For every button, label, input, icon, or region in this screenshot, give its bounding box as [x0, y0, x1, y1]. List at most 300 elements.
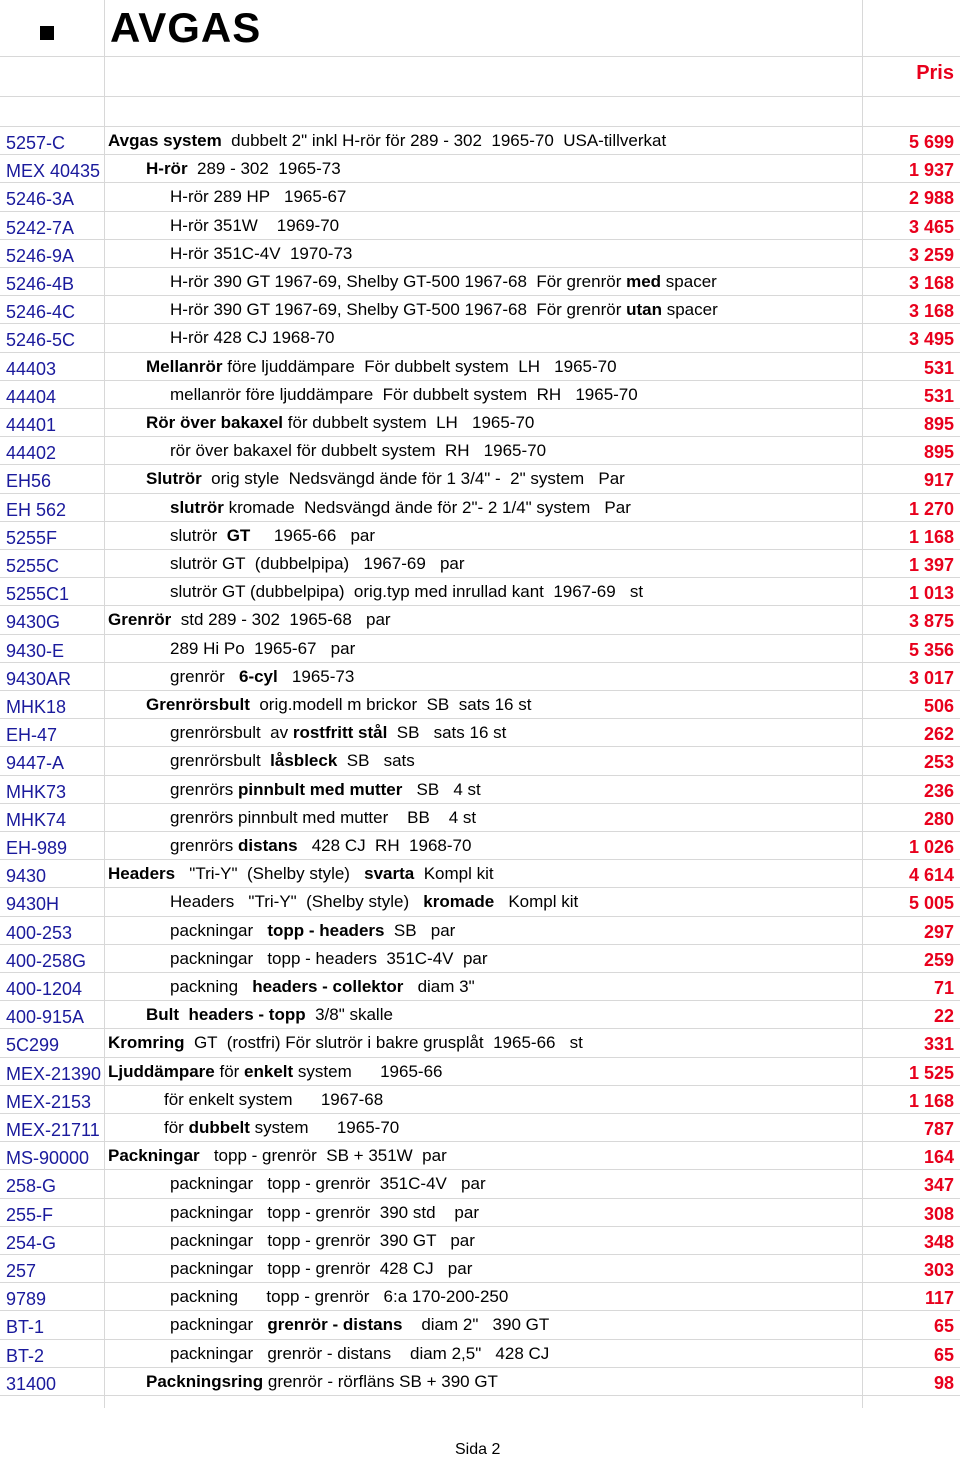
description-emphasis: Grenrör: [108, 610, 172, 630]
description-emphasis: kromade: [423, 892, 495, 912]
description-text: slutrör: [170, 525, 227, 545]
table-row: [0, 1143, 960, 1171]
description-text: 428 CJ RH 1968-70: [297, 836, 472, 855]
row-divider: [0, 831, 960, 832]
item-price: 917: [923, 470, 954, 491]
article-number: 5257-C: [6, 133, 66, 153]
description-text: SB sats: [337, 751, 415, 771]
description-text: H-rör 428 CJ 1968-70: [170, 328, 335, 348]
description-emphasis: H-rör: [146, 159, 188, 179]
item-description: [170, 949, 488, 969]
table-row: [0, 354, 960, 382]
description-text: packningar topp - headers 351C-4V par: [170, 948, 488, 968]
table-row: [0, 889, 960, 917]
item-price: 1 168: [908, 526, 954, 547]
item-description: [146, 413, 534, 433]
description-text: packningar grenrör - distans diam 2,5" 428 CJ: [170, 1343, 550, 1363]
item-description: [164, 1118, 399, 1138]
article-number: 44403: [6, 358, 57, 379]
table-row: [0, 1171, 960, 1199]
description-text: diam 2" 390 GT: [402, 1315, 550, 1335]
description-text: grenrör - rörfläns SB + 390 GT: [263, 1371, 498, 1391]
description-text: grenrörs pinnbult med mutter BB 4 st: [170, 807, 477, 827]
row-divider: [0, 521, 960, 522]
article-number: 9430H: [6, 894, 60, 915]
row-divider: [0, 239, 960, 240]
item-description: [170, 723, 506, 743]
row-divider: [0, 1310, 960, 1311]
row-divider: [0, 493, 960, 494]
row-divider: [0, 605, 960, 606]
description-text: för: [164, 1118, 189, 1137]
table-row: [0, 1087, 960, 1115]
article-number: 5246-9A: [6, 245, 75, 266]
table-row: [0, 777, 960, 805]
item-price: 895: [923, 414, 954, 434]
description-text: SB sats 16 st: [387, 723, 507, 743]
description-text: grenrörs: [170, 836, 239, 855]
item-description: [170, 526, 375, 546]
item-price: 259: [923, 949, 954, 970]
item-description: [170, 921, 455, 941]
description-emphasis: Rör över bakaxel: [146, 413, 284, 432]
table-row: [0, 636, 960, 664]
table-row: [0, 1341, 960, 1369]
row-divider: [0, 1141, 960, 1142]
item-description: [170, 639, 355, 659]
description-emphasis: Packningar: [108, 1146, 200, 1166]
description-text: H-rör 289 HP 1965-67: [170, 187, 347, 207]
item-description: [170, 1315, 549, 1335]
description-emphasis: grenrör - distans: [267, 1315, 403, 1335]
article-number: MHK74: [6, 809, 67, 830]
item-price: 1 397: [908, 555, 954, 575]
table-row: [0, 805, 960, 833]
description-text: H-rör 390 GT 1967-69, Shelby GT-500 1967-68 För grenrör: [170, 272, 627, 291]
row-divider: [0, 211, 960, 212]
description-text: orig.modell m brickor SB sats 16 st: [249, 695, 532, 714]
description-text: spacer: [661, 272, 717, 291]
row-divider: [0, 56, 960, 57]
table-row: [0, 495, 960, 523]
item-price: 297: [923, 921, 954, 942]
description-text: för: [214, 1061, 245, 1081]
row-divider: [0, 126, 960, 127]
item-description: [170, 1231, 475, 1251]
row-divider: [0, 1085, 960, 1086]
item-price: 331: [923, 1034, 954, 1055]
item-price: 65: [933, 1316, 954, 1337]
description-text: packningar: [170, 1315, 268, 1335]
article-number: MEX-21711: [6, 1120, 100, 1140]
item-description: [146, 1372, 498, 1392]
item-description: [146, 695, 531, 715]
item-description: [170, 300, 718, 320]
table-row: [0, 974, 960, 1002]
item-description: [170, 582, 643, 602]
article-number: 9430G: [6, 612, 61, 633]
description-text: 289 Hi Po 1965-67 par: [170, 638, 356, 658]
description-emphasis: rostfritt stål: [292, 723, 388, 743]
row-divider: [0, 352, 960, 353]
article-number: MHK18: [6, 697, 67, 717]
price-column-header: Pris: [916, 62, 954, 84]
description-text: 1965-66 par: [250, 525, 376, 545]
item-price: 262: [923, 724, 954, 745]
table-row: [0, 297, 960, 325]
description-emphasis: Mellanrör: [146, 356, 223, 376]
row-divider: [0, 1000, 960, 1001]
item-price: 1 013: [908, 583, 954, 604]
table-row: [0, 241, 960, 269]
article-number: 400-253: [6, 922, 73, 943]
table-row: [0, 551, 960, 579]
description-text: SB 4 st: [402, 779, 481, 799]
description-text: packning topp - grenrör 6:a 170-200-250: [170, 1287, 509, 1307]
item-price: 2 988: [908, 188, 954, 209]
item-description: [146, 469, 625, 489]
item-price: 4 614: [908, 865, 954, 886]
description-emphasis: GT: [226, 525, 251, 545]
table-row: [0, 918, 960, 946]
header: [0, 0, 960, 56]
description-text: system 1965-66: [293, 1061, 443, 1081]
item-description: [170, 244, 352, 264]
row-divider: [0, 1282, 960, 1283]
description-text: SB par: [384, 920, 456, 940]
description-emphasis: Packningsring: [146, 1371, 264, 1391]
item-price: 3 465: [908, 216, 954, 237]
item-description: [170, 385, 638, 405]
article-number: 5255C: [6, 556, 60, 576]
item-price: 71: [933, 978, 954, 998]
row-divider: [0, 859, 960, 860]
item-description: [170, 216, 339, 236]
row-divider: [0, 634, 960, 635]
description-emphasis: utan: [626, 300, 662, 320]
row-divider: [0, 1339, 960, 1340]
table-row: [0, 269, 960, 297]
page-number: Sida 2: [455, 1441, 501, 1458]
description-emphasis: låsbleck: [270, 751, 338, 771]
item-description: [146, 159, 341, 179]
description-emphasis: Ljuddämpare: [108, 1061, 215, 1081]
row-divider: [0, 408, 960, 409]
description-text: std 289 - 302 1965-68 par: [171, 610, 391, 630]
description-text: slutrör GT (dubbelpipa) 1967-69 par: [170, 554, 465, 573]
item-price: 280: [923, 808, 954, 829]
item-price: 308: [923, 1203, 954, 1224]
row-divider: [0, 718, 960, 719]
row-divider: [0, 1395, 960, 1396]
table-row: [0, 1369, 960, 1397]
description-text: "Tri-Y" (Shelby style): [175, 864, 365, 884]
table-row: [0, 607, 960, 635]
item-price: 348: [923, 1231, 954, 1252]
article-number: 31400: [6, 1373, 57, 1394]
row-divider: [0, 1198, 960, 1199]
row-divider: [0, 662, 960, 663]
item-description: [170, 441, 546, 461]
description-emphasis: pinnbult med mutter: [238, 779, 403, 799]
table-row: [0, 410, 960, 438]
item-price: 5 699: [908, 132, 954, 152]
row-divider: [0, 775, 960, 776]
description-text: topp - grenrör SB + 351W par: [199, 1146, 447, 1166]
description-text: packningar topp - grenrör 428 CJ par: [170, 1259, 473, 1278]
item-price: 531: [923, 357, 954, 378]
item-description: [108, 1033, 583, 1053]
item-price: 3 168: [908, 301, 954, 322]
item-description: [170, 328, 334, 348]
article-number: EH56: [6, 471, 52, 492]
row-divider: [0, 380, 960, 381]
row-divider: [0, 295, 960, 296]
article-number: 44404: [6, 386, 57, 407]
description-text: packningar topp - grenrör 390 std par: [170, 1202, 480, 1222]
row-divider: [0, 549, 960, 550]
description-emphasis: Grenrörsbult: [146, 695, 250, 714]
article-number: EH 562: [6, 499, 67, 520]
row-divider: [0, 323, 960, 324]
article-number: MHK73: [6, 781, 67, 802]
item-description: [170, 272, 717, 292]
description-text: GT (rostfri) För slutrör i bakre grusplåt 1965-66 st: [184, 1033, 583, 1053]
article-number: 400-915A: [6, 1007, 85, 1028]
page-title: AVGAS: [110, 4, 262, 51]
table-row: [0, 1256, 960, 1284]
article-number: 5255C1: [6, 584, 70, 605]
article-number: 44401: [6, 415, 57, 435]
description-text: 3/8" skalle: [305, 1005, 393, 1025]
item-description: [170, 667, 354, 687]
article-number: 255-F: [6, 1204, 54, 1225]
item-price: 3 259: [908, 244, 954, 265]
item-price: 164: [923, 1147, 954, 1168]
description-text: grenrörsbult av: [170, 723, 293, 743]
description-emphasis: med: [626, 272, 662, 291]
item-description: [170, 780, 481, 800]
item-description: [164, 1090, 383, 1110]
row-divider: [0, 436, 960, 437]
article-number: 5C299: [6, 1035, 60, 1056]
table-row: [0, 748, 960, 776]
description-text: packningar: [170, 920, 268, 940]
row-divider: [0, 182, 960, 183]
item-description: [108, 864, 494, 884]
table-row: [0, 325, 960, 353]
description-text: 1965-73: [277, 666, 355, 686]
table-row: [0, 664, 960, 692]
row-divider: [0, 1169, 960, 1170]
description-text: grenrörsbult: [170, 751, 271, 771]
item-description: [108, 1062, 442, 1082]
description-text: före ljuddämpare För dubbelt system LH 1965-70: [222, 356, 617, 376]
description-text: Headers "Tri-Y" (Shelby style): [170, 892, 424, 912]
row-divider: [0, 154, 960, 155]
item-description: [170, 1259, 472, 1279]
table-row: [0, 1200, 960, 1228]
table-row: [0, 720, 960, 748]
article-number: MEX-21390: [6, 1063, 102, 1084]
table-row: [0, 946, 960, 974]
description-text: mellanrör före ljuddämpare För dubbelt system RH 1965-70: [170, 384, 638, 404]
item-price: 98: [933, 1372, 954, 1393]
article-number: 9430-E: [6, 640, 65, 661]
article-number: 5242-7A: [6, 217, 75, 238]
item-price: 506: [923, 696, 954, 716]
article-number: BT-2: [6, 1345, 45, 1366]
article-number: 5255F: [6, 527, 58, 548]
row-divider: [0, 1113, 960, 1114]
description-emphasis: distans: [238, 836, 298, 855]
item-description: [146, 357, 617, 377]
item-price: 1 525: [908, 1062, 954, 1083]
row-divider: [0, 577, 960, 578]
table-row: [0, 1228, 960, 1256]
row-divider: [0, 916, 960, 917]
item-price: 895: [923, 442, 954, 463]
item-description: [108, 1146, 447, 1166]
description-text: för dubbelt system LH 1965-70: [283, 413, 535, 432]
description-emphasis: Avgas system: [108, 131, 222, 150]
article-number: EH-989: [6, 838, 68, 858]
item-price: 787: [923, 1119, 954, 1139]
item-price: 236: [923, 780, 954, 801]
row-divider: [0, 96, 960, 97]
row-divider: [0, 944, 960, 945]
description-text: spacer: [661, 300, 718, 320]
row-divider: [0, 972, 960, 973]
item-description: [170, 1174, 486, 1194]
description-emphasis: Bult headers - topp: [146, 1005, 306, 1025]
table-row: [0, 1059, 960, 1087]
article-number: 254-G: [6, 1232, 57, 1253]
description-text: packning: [170, 977, 253, 996]
table-row: [0, 466, 960, 494]
table-row: [0, 156, 960, 184]
description-text: orig style Nedsvängd ände för 1 3/4" - 2" system Par: [201, 469, 625, 489]
description-emphasis: dubbelt: [188, 1118, 250, 1137]
table-row: [0, 213, 960, 241]
item-description: [170, 1203, 479, 1223]
row-divider: [0, 690, 960, 691]
item-description: [170, 836, 471, 856]
bullet-icon: [40, 26, 54, 40]
description-emphasis: 6-cyl: [238, 666, 278, 686]
item-price: 1 937: [908, 160, 954, 181]
description-emphasis: headers - collektor: [252, 977, 404, 996]
description-text: diam 3": [403, 977, 475, 996]
item-price: 347: [923, 1175, 954, 1196]
description-text: Kompl kit: [494, 892, 579, 912]
article-number: MS-90000: [6, 1148, 90, 1169]
item-price: 22: [933, 1006, 954, 1027]
table-row: [0, 128, 960, 156]
item-description: [170, 892, 578, 912]
item-price: 531: [923, 385, 954, 406]
item-description: [170, 1287, 508, 1307]
description-text: H-rör 351C-4V 1970-73: [170, 243, 353, 263]
article-number: 9789: [6, 1289, 47, 1310]
row-divider: [0, 803, 960, 804]
row-divider: [0, 746, 960, 747]
description-text: rör över bakaxel för dubbelt system RH 1965-70: [170, 441, 547, 461]
article-number: 400-258G: [6, 950, 87, 971]
item-price: 3 495: [908, 329, 954, 350]
table-row: [0, 1002, 960, 1030]
item-price: 65: [933, 1344, 954, 1365]
table-row: [0, 1030, 960, 1058]
item-price: 3 875: [908, 611, 954, 632]
article-number: BT-1: [6, 1317, 45, 1338]
table-row: [0, 523, 960, 551]
article-number: 5246-5C: [6, 330, 76, 351]
item-description: [170, 977, 475, 997]
article-number: EH-47: [6, 725, 58, 746]
description-text: Kompl kit: [414, 864, 494, 884]
article-number: 9430: [6, 866, 47, 887]
item-price: 5 005: [908, 893, 954, 914]
item-price: 253: [923, 752, 954, 773]
row-divider: [0, 1028, 960, 1029]
article-number: 9447-A: [6, 753, 65, 774]
item-price: 5 356: [908, 639, 954, 660]
article-number: 9430AR: [6, 668, 72, 689]
description-emphasis: slutrör: [170, 497, 224, 517]
description-emphasis: Kromring: [108, 1033, 185, 1053]
description-emphasis: svarta: [364, 864, 415, 884]
table-row: [0, 184, 960, 212]
item-description: [146, 1005, 393, 1025]
table-row: [0, 1115, 960, 1143]
article-number: 400-1204: [6, 979, 83, 999]
description-emphasis: enkelt: [244, 1061, 294, 1081]
article-number: 258-G: [6, 1176, 57, 1197]
description-emphasis: Headers: [108, 864, 176, 884]
row-divider: [0, 887, 960, 888]
description-text: H-rör 351W 1969-70: [170, 215, 340, 235]
description-text: packningar topp - grenrör 390 GT par: [170, 1230, 475, 1250]
description-text: grenrörs: [170, 779, 239, 799]
item-description: [170, 808, 476, 828]
row-divider: [0, 1226, 960, 1227]
article-number: 5246-4C: [6, 302, 76, 323]
item-price: 303: [923, 1260, 954, 1280]
description-emphasis: topp - headers: [267, 920, 385, 940]
item-price: 1 168: [908, 1090, 954, 1111]
article-number: MEX 40435: [6, 161, 101, 182]
description-text: slutrör GT (dubbelpipa) orig.typ med inrullad kant 1967-69 st: [170, 582, 644, 602]
table-row: [0, 1312, 960, 1340]
row-divider: [0, 1254, 960, 1255]
table-row: [0, 861, 960, 889]
item-price: 1 026: [908, 837, 954, 857]
table-row: [0, 438, 960, 466]
item-price: 1 270: [908, 498, 954, 519]
table-row: [0, 579, 960, 607]
row-divider: [0, 1057, 960, 1058]
item-description: [170, 187, 346, 207]
item-price: 3 017: [908, 667, 954, 688]
item-description: [170, 498, 631, 518]
article-number: 257: [6, 1261, 37, 1281]
description-text: H-rör 390 GT 1967-69, Shelby GT-500 1967-68 För grenrör: [170, 300, 627, 320]
item-price: 3 168: [908, 273, 954, 293]
table-row: [0, 692, 960, 720]
table-row: [0, 833, 960, 861]
table-row: [0, 1284, 960, 1312]
